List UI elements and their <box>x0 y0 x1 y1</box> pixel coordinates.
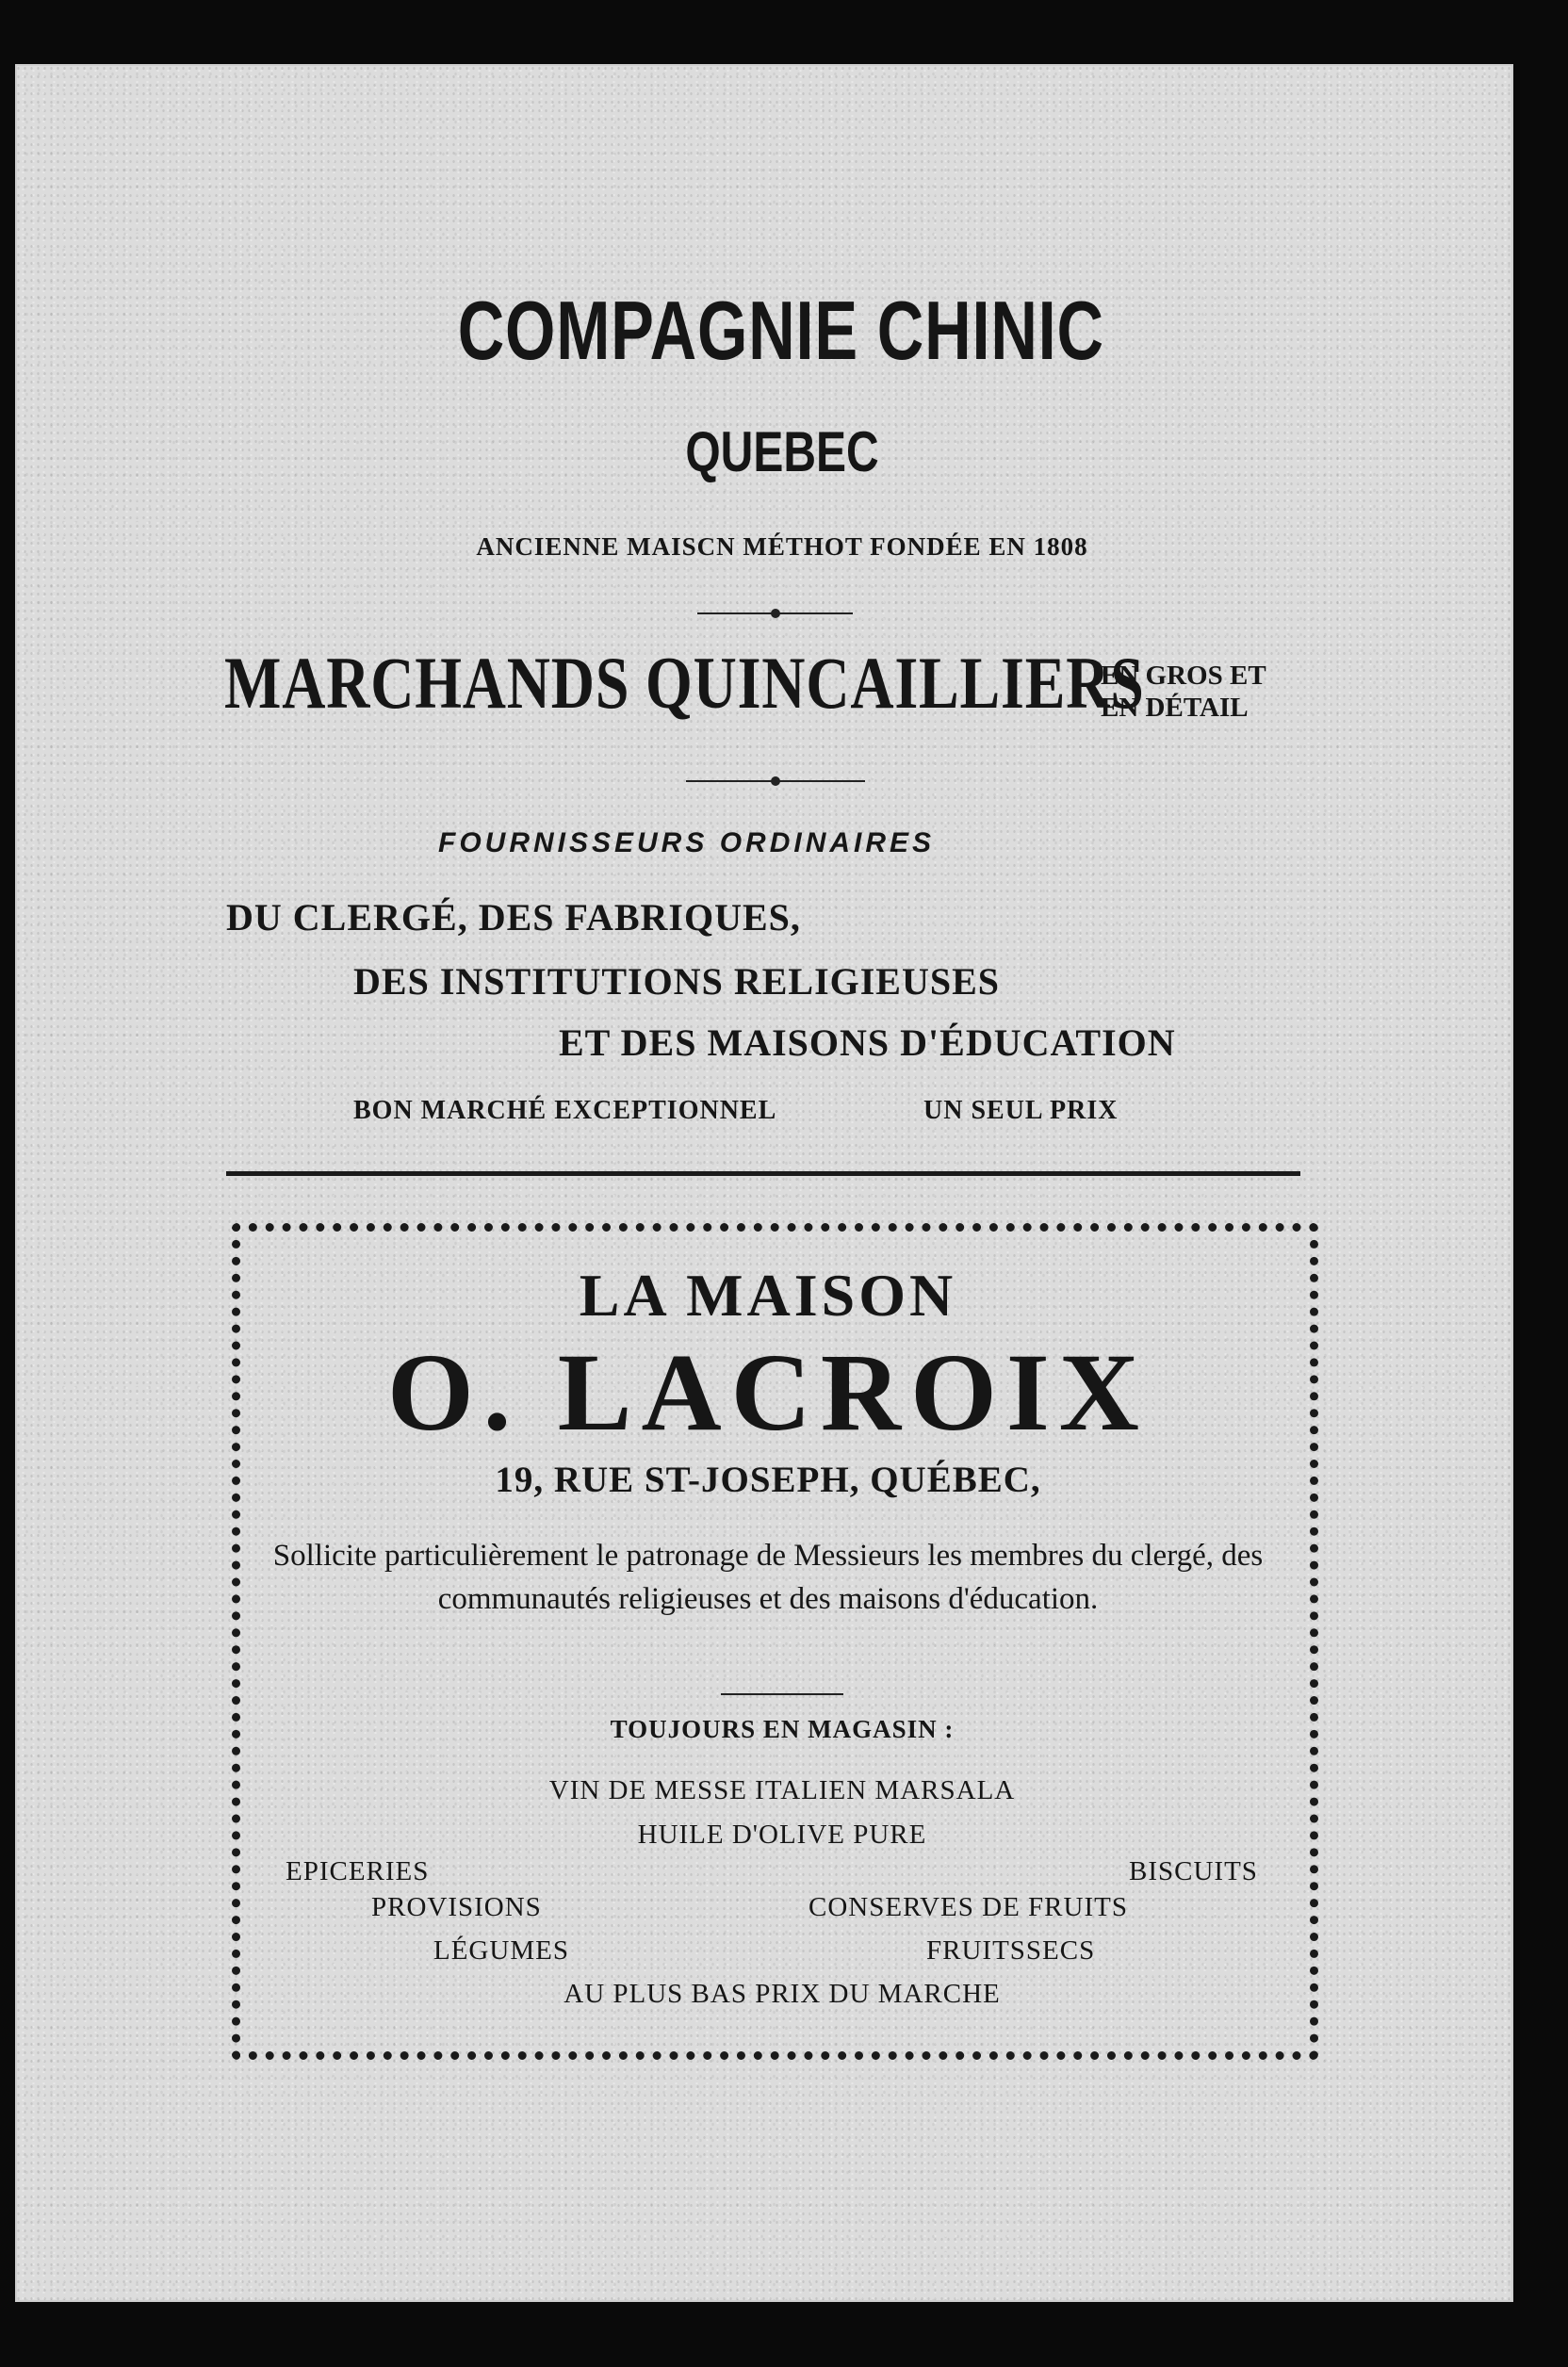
item-wine: VIN DE MESSE ITALIEN MARSALA <box>548 1775 1016 1805</box>
suppliers-heading: FOURNISSEURS ORDINAIRES <box>438 827 936 858</box>
item-epiceries: EPICERIES <box>286 1856 430 1886</box>
closing-line: AU PLUS BAS PRIX DU MARCHE <box>564 1979 1001 2009</box>
trade-note-line-2: EN DÉTAIL <box>1101 693 1249 723</box>
lacroix-intro: LA MAISON <box>579 1262 957 1329</box>
slogan-right: UN SEUL PRIX <box>923 1096 1119 1125</box>
suppliers-line-2: DES INSTITUTIONS RELIGIEUSES <box>353 960 1001 1003</box>
chinic-trade: MARCHANDS QUINCAILLIERS <box>224 642 1145 724</box>
item-biscuits: BISCUITS <box>1129 1856 1258 1886</box>
chinic-trade-note <box>1101 660 1266 724</box>
item-fruits: FRUITSSECS <box>926 1935 1096 1966</box>
item-oil: HUILE D'OLIVE PURE <box>637 1820 927 1850</box>
lacroix-solicitation: Sollicite particulièrement le patronage de Messieurs les membres du clergé, des communautés religieuses et des maisons d'éducation. <box>272 1539 1264 1616</box>
ornament-rule <box>686 780 865 782</box>
section-divider <box>226 1171 1300 1176</box>
chinic-city: QUEBEC <box>685 420 879 483</box>
slogan-left: BON MARCHÉ EXCEPTIONNEL <box>353 1096 777 1125</box>
chinic-history: ANCIENNE MAISCN MÉTHOT FONDÉE EN 1808 <box>476 532 1088 561</box>
suppliers-line-3: ET DES MAISONS D'ÉDUCATION <box>559 1021 1176 1064</box>
chinic-company-name: COMPAGNIE CHINIC <box>457 284 1104 377</box>
item-provisions: PROVISIONS <box>371 1892 542 1922</box>
suppliers-line-1: DU CLERGÉ, DES FABRIQUES, <box>226 896 801 939</box>
item-conserves: CONSERVES DE FRUITS <box>808 1892 1128 1922</box>
stock-heading: TOUJOURS EN MAGASIN : <box>610 1715 955 1743</box>
ornament-rule <box>697 612 853 614</box>
lacroix-address: 19, RUE ST-JOSEPH, QUÉBEC, <box>495 1460 1041 1500</box>
item-legumes: LÉGUMES <box>433 1935 569 1966</box>
short-rule <box>721 1693 843 1695</box>
lacroix-name: O. LACROIX <box>386 1330 1150 1454</box>
trade-note-line-1: EN GROS ET <box>1101 661 1266 691</box>
